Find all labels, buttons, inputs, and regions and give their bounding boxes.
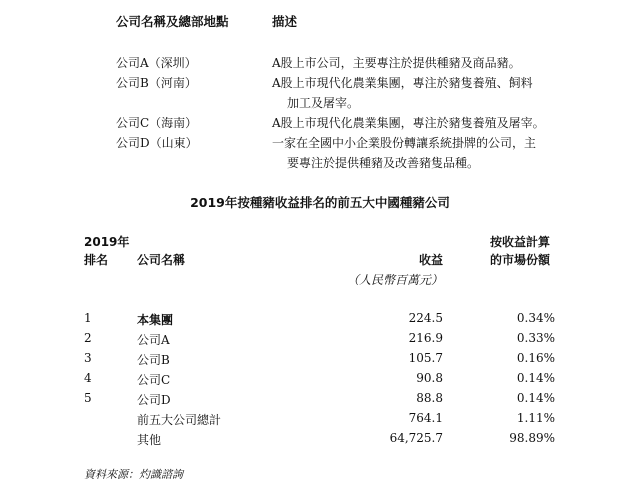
- cell-share: 0.14%: [516, 371, 555, 385]
- cell-company: 公司B: [137, 353, 170, 367]
- cell-company: 其他: [137, 433, 162, 447]
- cell-share: 0.34%: [516, 311, 555, 325]
- cell-share: 0.16%: [516, 351, 555, 365]
- cell-rank: 1: [84, 311, 92, 325]
- companies-header-desc: 描述: [272, 14, 298, 29]
- cell-revenue: 88.8: [416, 391, 443, 405]
- header-rank-line2: 排名: [84, 253, 109, 267]
- cell-revenue: 216.9: [408, 331, 443, 345]
- cell-rank: 4: [84, 371, 92, 385]
- cell-revenue: 224.5: [408, 311, 443, 325]
- company-row-desc: A股上市現代化農業集團，專注於豬隻養殖、飼料: [272, 76, 533, 90]
- companies-header-name: 公司名稱及總部地點: [116, 14, 229, 29]
- header-share-line1: 按收益計算: [490, 235, 551, 249]
- header-rank-line1: 2019年: [84, 235, 130, 249]
- cell-company: 公司D: [137, 393, 171, 407]
- cell-share: 0.14%: [516, 391, 555, 405]
- cell-rank: 3: [84, 351, 92, 365]
- header-revenue: 收益: [418, 253, 443, 267]
- cell-company: 前五大公司總計: [137, 413, 222, 427]
- cell-revenue: 764.1: [408, 411, 443, 425]
- company-row-name: 公司C（海南）: [116, 116, 198, 130]
- company-row-name: 公司B（河南）: [116, 76, 197, 90]
- cell-share: 1.11%: [516, 411, 555, 425]
- company-row-name: 公司D（山東）: [116, 136, 198, 150]
- company-row-name: 公司A（深圳）: [116, 56, 197, 70]
- cell-rank: 2: [84, 331, 92, 345]
- cell-company: 公司C: [137, 373, 171, 387]
- cell-share: 98.89%: [509, 431, 555, 445]
- header-share-line2: 的市場份額: [490, 253, 551, 267]
- source-note: 資料來源：灼識諮詢: [84, 468, 183, 481]
- cell-share: 0.33%: [516, 331, 555, 345]
- company-row-desc: A股上市公司，主要專注於提供種豬及商品豬。: [272, 56, 521, 70]
- header-company: 公司名稱: [137, 253, 186, 267]
- company-row-desc: A股上市現代化農業集團，專注於豬隻養殖及屠宰。: [272, 116, 545, 130]
- company-row-desc: 一家在全國中小企業股份轉讓系統掛牌的公司，主: [272, 136, 537, 150]
- cell-rank: 5: [84, 391, 92, 405]
- cell-company: 本集團: [137, 313, 174, 327]
- header-revenue-unit: （人民幣百萬元）: [346, 273, 443, 287]
- cell-company: 公司A: [137, 333, 170, 347]
- ranking-table-title: 2019年按種豬收益排名的前五大中國種豬公司: [190, 195, 450, 210]
- cell-revenue: 90.8: [416, 371, 443, 385]
- cell-revenue: 64,725.7: [389, 431, 443, 445]
- company-row-desc-cont: 要專注於提供種豬及改善豬隻品種。: [287, 156, 480, 170]
- cell-revenue: 105.7: [408, 351, 443, 365]
- company-row-desc-cont: 加工及屠宰。: [287, 96, 360, 110]
